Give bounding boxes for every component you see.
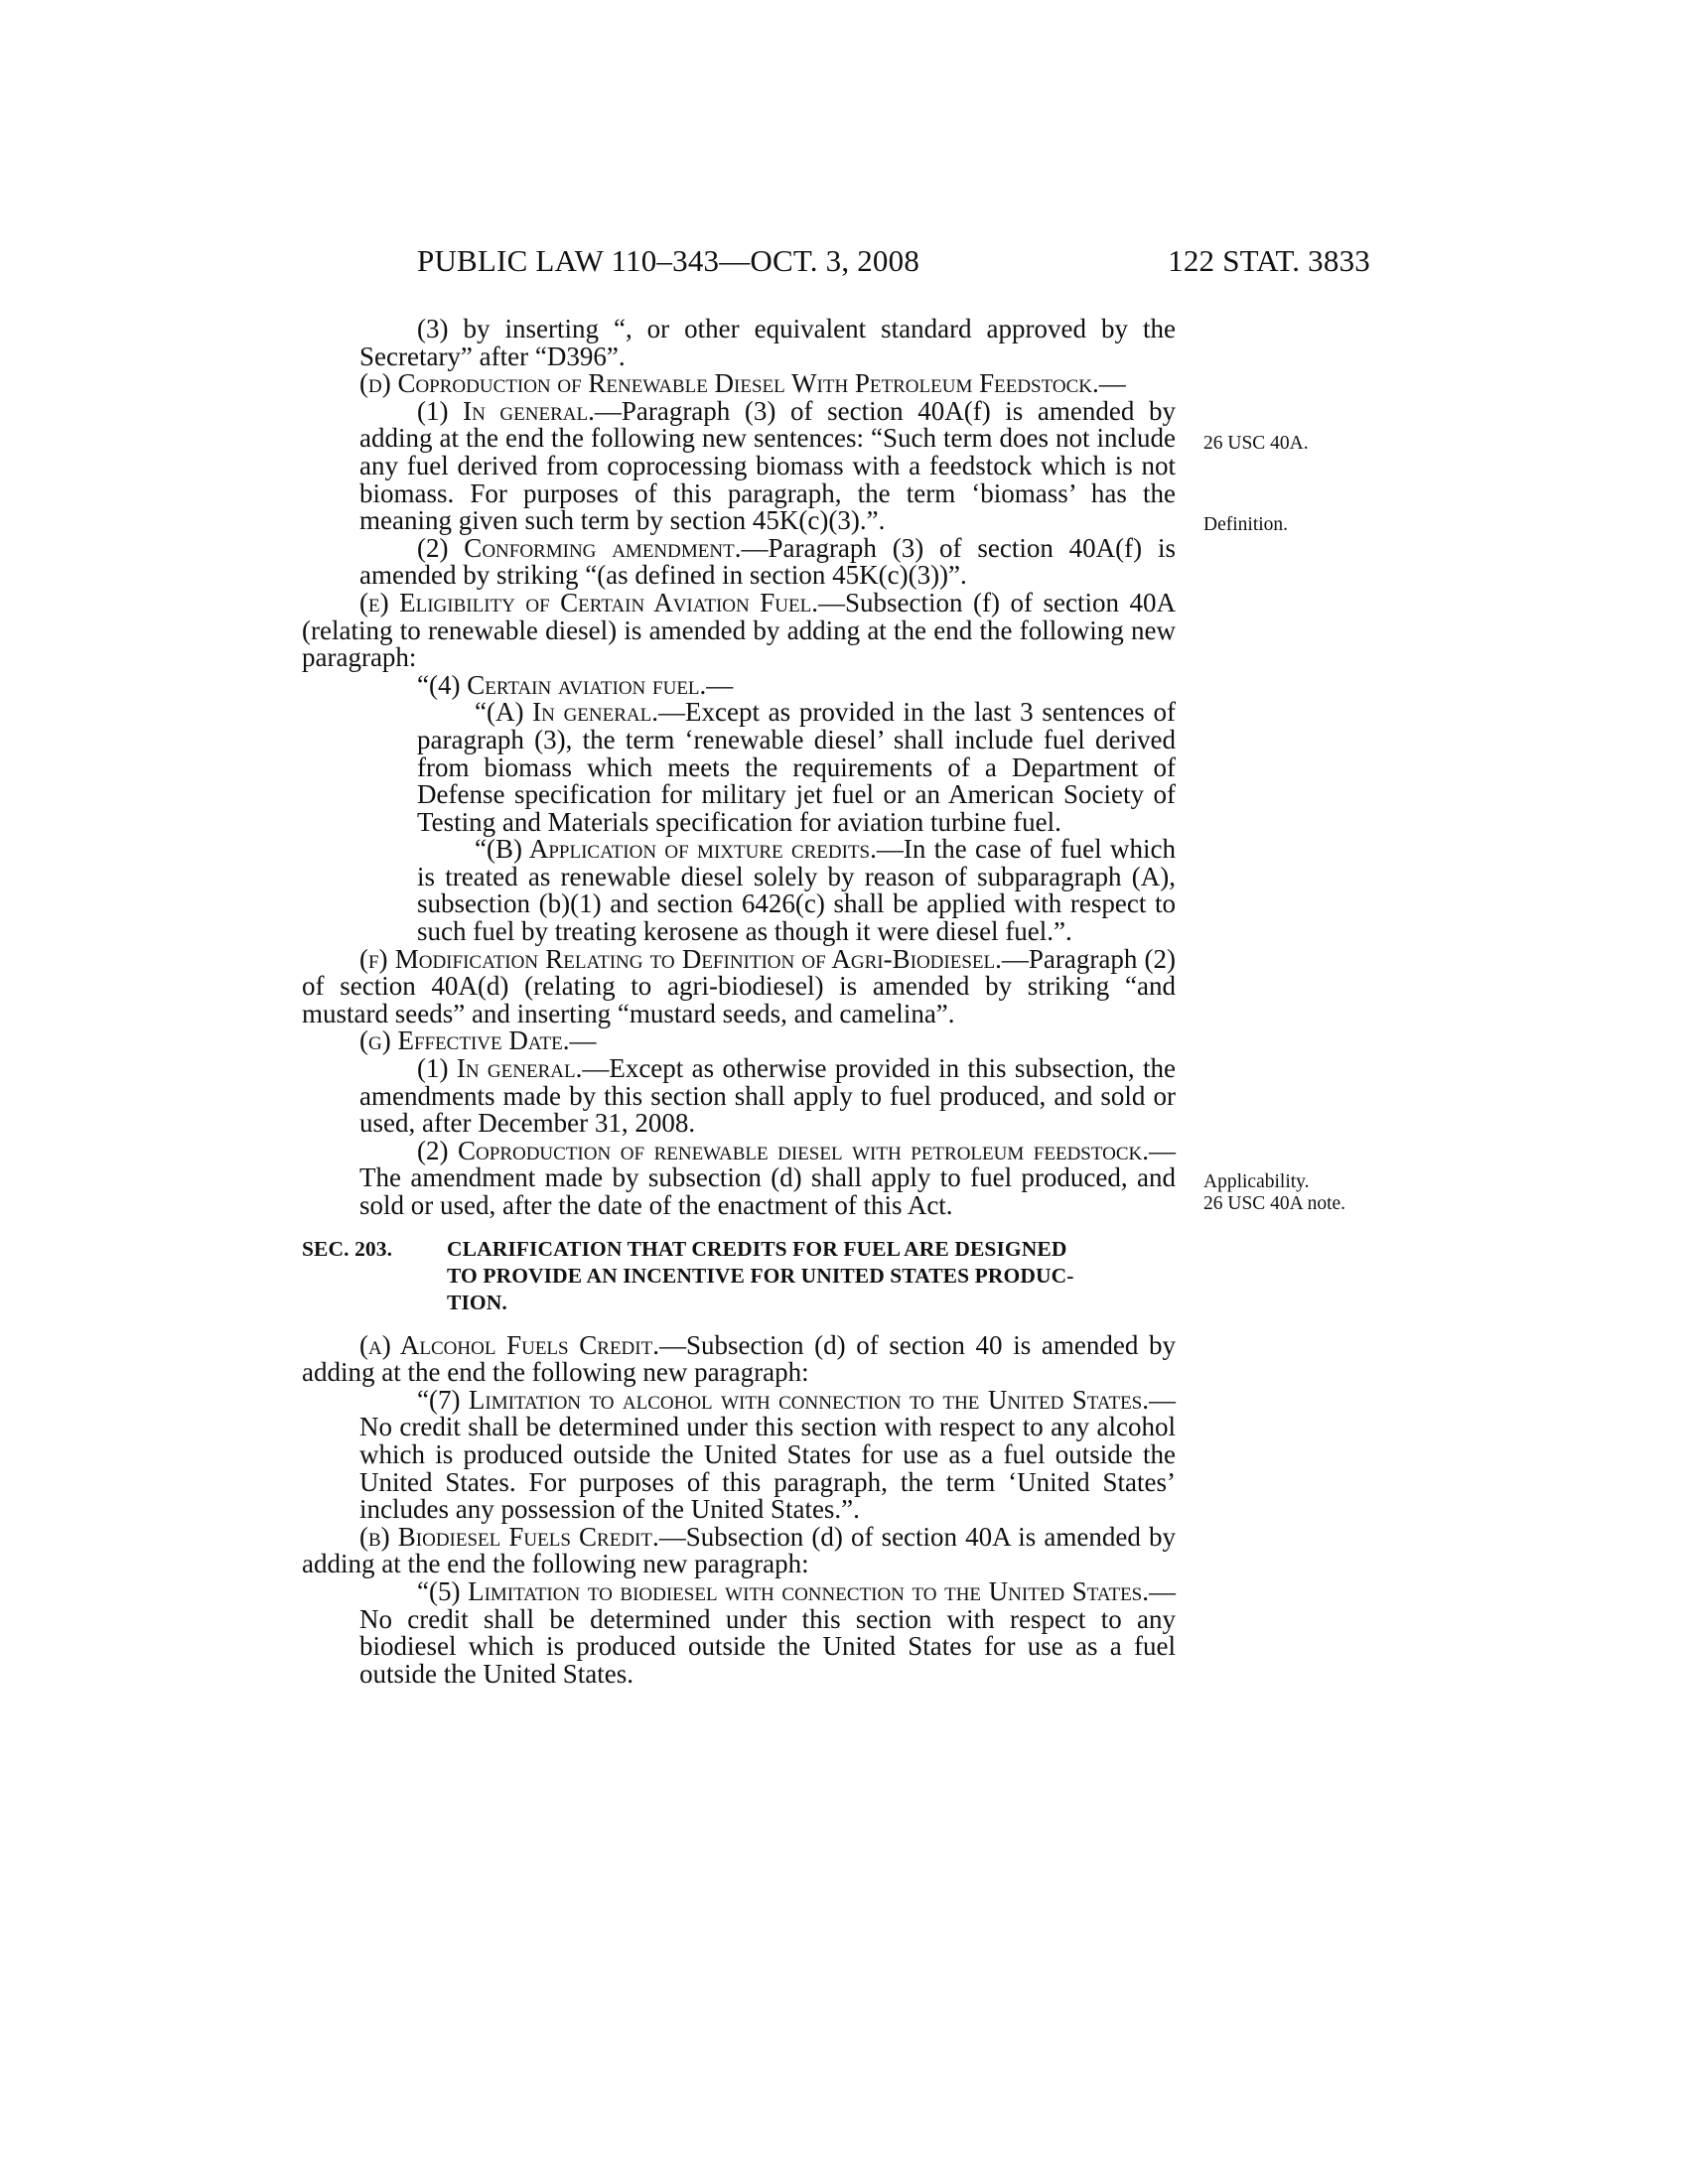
- section-203-number: SEC. 203.: [302, 1236, 393, 1261]
- subsection-d-1: [359, 395, 1176, 536]
- subsection-d-heading: [302, 370, 1176, 398]
- statute-body: [302, 316, 1176, 1688]
- subsection-d-1-heading: (1) In general.: [417, 395, 595, 426]
- subsection-f-heading: (f) Modification Relating to Definition of Agri-Biodiesel.: [359, 943, 1002, 974]
- subsection-a: [302, 1329, 1176, 1388]
- subparagraph-e-4-a-heading: “(A) In general.: [475, 697, 658, 728]
- subsection-a-heading: (a) Alcohol Fuels Credit.: [359, 1329, 659, 1360]
- subsection-d-2: [359, 532, 1176, 591]
- subsection-a-text: —Subsection (d) of section 40 is amended by adding at the end the following new paragraph:: [302, 1329, 1176, 1388]
- subsection-b: [302, 1521, 1177, 1579]
- subsection-f: [302, 943, 1176, 1028]
- running-header: [417, 243, 1370, 283]
- subsection-d-2-text: —Paragraph (3) of section 40A(f) is amended by striking “(as defined in section 45K(c)(3))”.: [359, 532, 1176, 591]
- subsection-g-2-text: —The amendment made by subsection (d) shall apply to fuel produced, and sold or used, after the date of the enactment of this Act.: [359, 1135, 1176, 1220]
- subsection-g-heading: [302, 1027, 1176, 1055]
- margin-note-applicability: Applicability.: [1203, 1171, 1310, 1192]
- subparagraph-e-4-a-text: —Except as provided in the last 3 sentences of paragraph (3), the term ‘renewable diesel’ shall include fuel derived from biomass which meets the requirements of a Department of Defense specification for military jet fuel or an American Society of Testing and Materials specification for aviation turbine fuel.: [417, 697, 1176, 837]
- section-203-heading: [302, 1236, 1176, 1316]
- header-public-law: PUBLIC LAW 110–343—OCT. 3, 2008: [417, 243, 920, 278]
- margin-note-usc-40a-note: 26 USC 40A note.: [1203, 1193, 1346, 1214]
- subsection-d-1-text: —Paragraph (3) of section 40A(f) is amended by adding at the end the following new sentences: “Such term does not include any fuel derived from coprocessing biomass with a feedstock which is not biomass. For purposes of this paragraph, the term ‘biomass’ has the meaning given such term by section 45K(c)(3).”.: [359, 395, 1176, 536]
- subparagraph-e-4-b-text: —In the case of fuel which is treated as renewable diesel solely by reason of subparagraph (A), subsection (b)(1) and section 6426(c) shall be applied with respect to such fuel by treating kerosene as though it were diesel fuel.”.: [417, 834, 1176, 947]
- section-203-title-line-1: CLARIFICATION THAT CREDITS FOR FUEL ARE DESIGNED: [447, 1236, 1067, 1261]
- subsection-g-1-text: —Except as otherwise provided in this subsection, the amendments made by this section shall apply to fuel produced, and sold or used, after December 31, 2008.: [359, 1053, 1176, 1139]
- margin-note-usc-40a: 26 USC 40A.: [1203, 433, 1309, 454]
- section-203-title-line-3: TION.: [447, 1290, 507, 1314]
- subsection-g-title: (g) Effective Date.—: [359, 1025, 597, 1056]
- subparagraph-e-4-b: [417, 836, 1176, 945]
- margin-note-definition: Definition.: [1203, 514, 1289, 535]
- section-203-line-1: [302, 1236, 1176, 1263]
- subsection-d-2-heading: (2) Conforming amendment.: [417, 532, 742, 563]
- paragraph-e-4-title: “(4) Certain aviation fuel.—: [417, 669, 734, 700]
- subparagraph-e-4-a: [417, 699, 1176, 836]
- subsection-d-title: (d) Coproduction of Renewable Diesel With Petroleum Feedstock.—: [359, 368, 1126, 399]
- subsection-b-text: —Subsection (d) of section 40A is amended by adding at the end the following new paragraph:: [302, 1521, 1177, 1579]
- paragraph-a-7: [359, 1384, 1176, 1525]
- paragraph-b-5-heading: “(5) Limitation to biodiesel with connection to the United States.: [417, 1575, 1149, 1606]
- paragraph-a-7-heading: “(7) Limitation to alcohol with connection to the United States.: [417, 1384, 1149, 1415]
- header-stat-page: 122 STAT. 3833: [1168, 243, 1370, 278]
- subsection-e-text: —Subsection (f) of section 40A (relating to renewable diesel) is amended by adding at the end the following new paragraph:: [302, 587, 1177, 673]
- subsection-e: [302, 587, 1177, 673]
- paragraph-e-4-heading: [359, 669, 1176, 700]
- subsection-f-text: —Paragraph (2) of section 40A(d) (relating to agri-biodiesel) is amended by striking “and mustard seeds” and inserting “mustard seeds, and camelina”.: [302, 943, 1176, 1028]
- paragraph-b-5: [359, 1575, 1176, 1689]
- paragraph-a-7-text: —No credit shall be determined under this section with respect to any alcohol which is produced outside the United States for use as a fuel outside the United States. For purposes of this paragraph, the term ‘United States’ includes any possession of the United States.”.: [359, 1384, 1176, 1525]
- subsection-g-2: [359, 1135, 1176, 1220]
- subsection-g-1: [359, 1055, 1176, 1138]
- section-203-title-line-2: TO PROVIDE AN INCENTIVE FOR UNITED STATES PRODUC-: [447, 1263, 1074, 1288]
- subparagraph-e-4-b-heading: “(B) Application of mixture credits.: [475, 834, 877, 865]
- subsection-b-heading: (b) Biodiesel Fuels Credit.: [359, 1521, 659, 1552]
- subsection-e-heading: (e) Eligibility of Certain Aviation Fuel.: [359, 587, 818, 617]
- paragraph-3-inserting: (3) by inserting “, or other equivalent standard approved by the Secretary” after “D396”.: [359, 314, 1176, 371]
- paragraph-b-5-text: —No credit shall be determined under this section with respect to any biodiesel which is produced outside the United States for use as a fuel outside the United States.: [359, 1575, 1176, 1689]
- subsection-g-2-heading: (2) Coproduction of renewable diesel with petroleum feedstock.: [417, 1135, 1149, 1165]
- subsection-g-1-heading: (1) In general.: [417, 1053, 583, 1084]
